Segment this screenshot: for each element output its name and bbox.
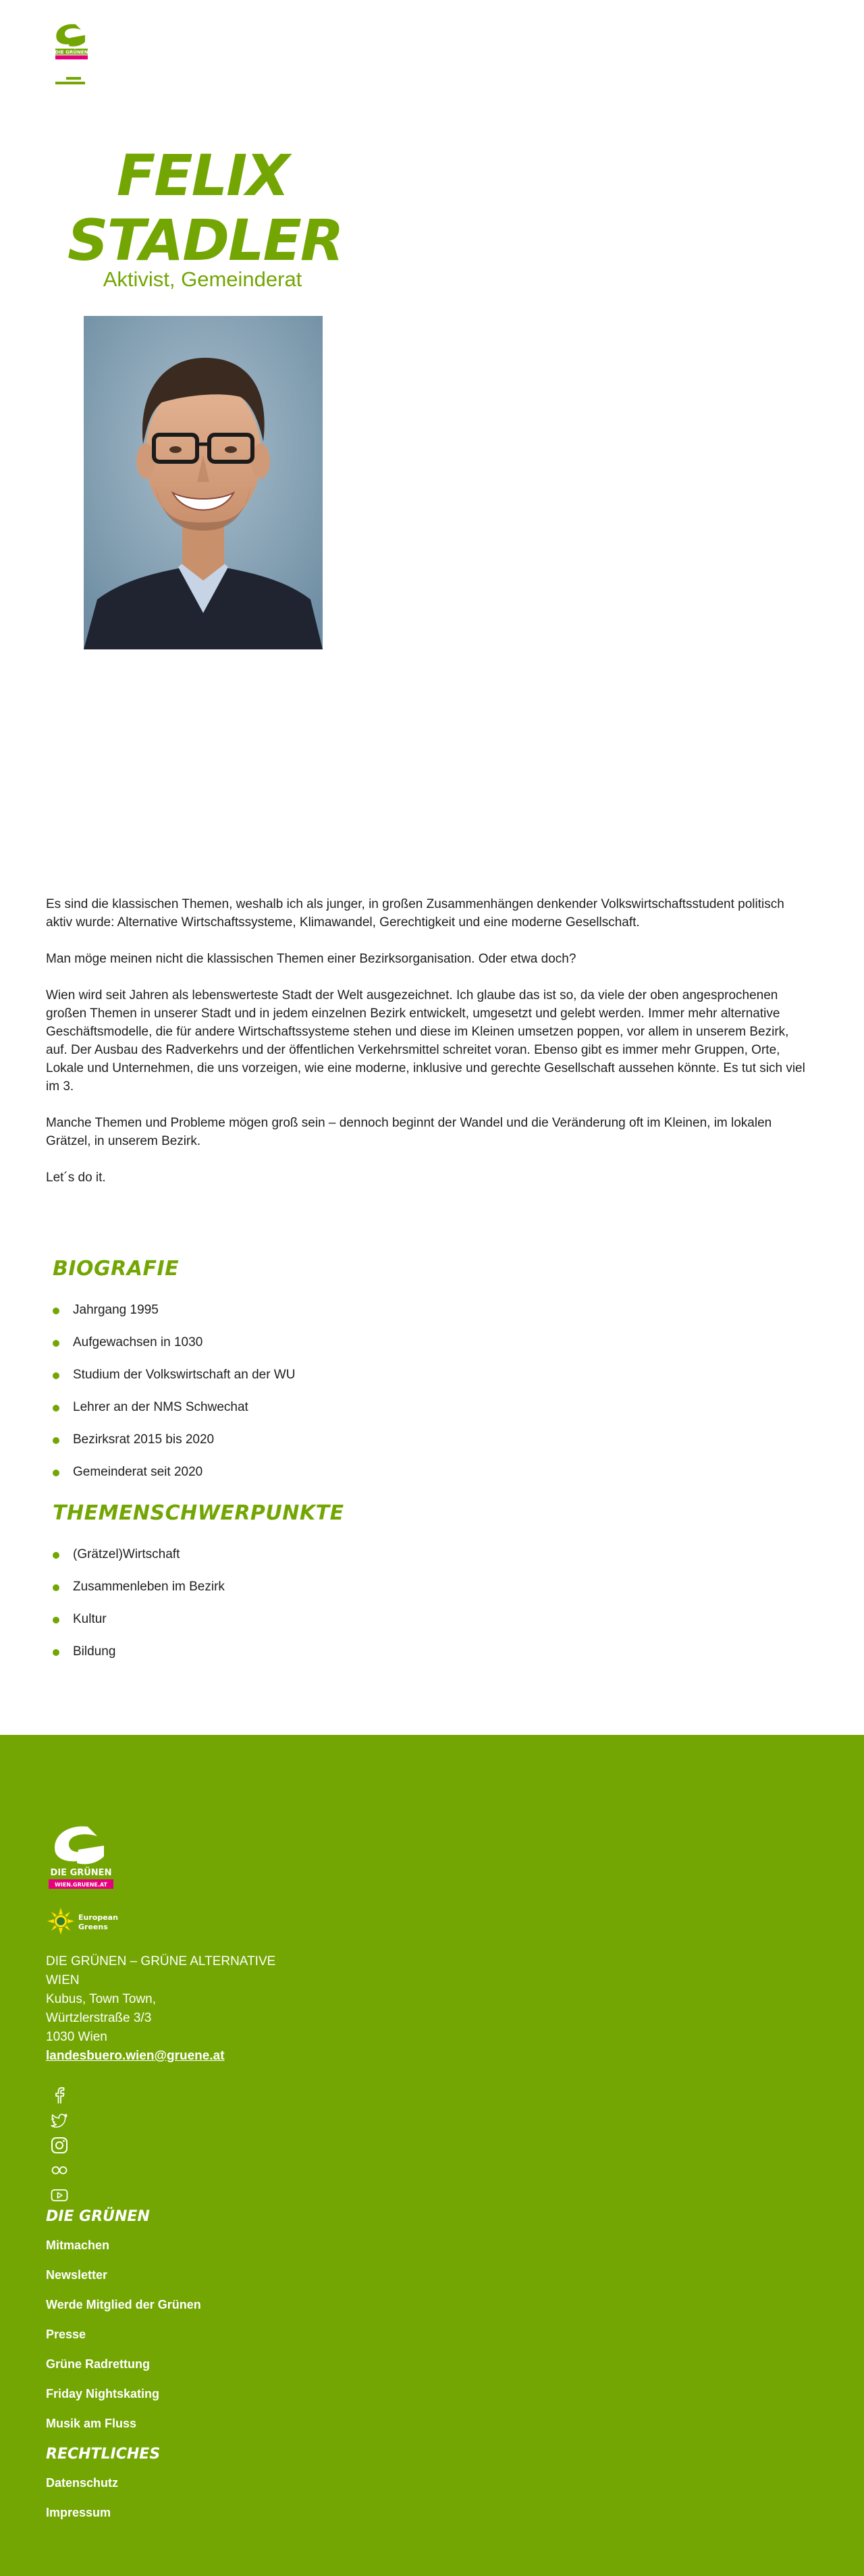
intro-paragraph: Let´s do it. [46, 1171, 106, 1185]
eg-line1: European [78, 1913, 118, 1922]
list-item-text: Bezirksrat 2015 bis 2020 [73, 1432, 215, 1447]
list-item-text: Bildung [73, 1644, 116, 1659]
list-item [53, 1398, 295, 1430]
hamburger-menu-icon[interactable] [55, 76, 85, 88]
footer-link-impressum[interactable]: Impressum [46, 2506, 111, 2519]
portrait-image [84, 316, 323, 649]
bullet-icon [53, 1584, 59, 1591]
bullet-icon [53, 1372, 59, 1379]
european-greens-logo[interactable] [46, 1905, 120, 1937]
candidate-first-name: FELIX [116, 142, 289, 209]
bullet-icon [53, 1308, 59, 1314]
candidate-role: Aktivist, Gemeinderat [103, 267, 302, 291]
intro-paragraph: Manche Themen und Probleme mögen groß sein – dennoch beginnt der Wandel und die Veränderung oft im Kleinen, im lokalen Grätzel, in unserem Bezirk. [46, 1116, 772, 1148]
social-links [50, 2086, 69, 2211]
menu-bar [66, 77, 81, 80]
die-gruenen-logo-icon [46, 1823, 116, 1891]
die-gruenen-logo-icon [51, 22, 92, 63]
bullet-icon [53, 1437, 59, 1444]
address-line: 1030 Wien [46, 2030, 107, 2044]
list-item-text: Gemeinderat seit 2020 [73, 1465, 203, 1479]
list-item-text: Studium der Volkswirtschaft an der WU [73, 1368, 296, 1382]
intro-paragraph: Wien wird seit Jahren als lebenswerteste Stadt der Welt ausgezeichnet. Ich glaube das ist so, da viele der oben angesprochenen großen Themen in unserer Stadt und in jedem einzelnen Bezirk entwickelt, umgesetzt und gelebt werden. Immer mehr alternative Geschäftsmodelle, die für andere Wirtschaftssysteme stehen und diese im Kleinen umsetzen poppen, vor allem in unserem Bezirk, auf. Der Ausbau des Radverkehrs und der öffentlichen Verkehrsmittel schreitet voran. Ebenso gibt es immer mehr Gruppen, Orte, Lokale und Unternehmen, die uns vorzeigen, wie eine moderne, inklusive und gerechte Gesellschaft aussehen könnte. Es tut sich viel im 3. [46, 988, 805, 1094]
footer-link-nightskating[interactable]: Friday Nightskating [46, 2387, 160, 2400]
site-logo[interactable] [51, 22, 92, 63]
candidate-last-name: STADLER [68, 207, 343, 273]
bullet-icon [53, 1649, 59, 1656]
intro-text [46, 895, 813, 1205]
list-item [53, 1463, 295, 1495]
address-line: WIEN [46, 1973, 80, 1987]
footer-links-die-gruenen [46, 2236, 201, 2444]
twitter-icon[interactable] [50, 2111, 69, 2130]
list-item [53, 1301, 295, 1333]
footer-logo-url: WIEN.GRUENE.AT [55, 1881, 107, 1888]
list-item-text: Aufgewachsen in 1030 [73, 1335, 203, 1349]
footer-heading-die-gruenen: DIE GRÜNEN [46, 2208, 150, 2225]
footer-link-musik-am-fluss[interactable]: Musik am Fluss [46, 2417, 137, 2430]
bullet-icon [53, 1552, 59, 1559]
footer-link-newsletter[interactable]: Newsletter [46, 2268, 108, 2282]
list-item [53, 1610, 225, 1642]
footer-links-rechtliches [46, 2473, 118, 2533]
bullet-icon [53, 1405, 59, 1412]
footer-link-mitmachen[interactable]: Mitmachen [46, 2238, 110, 2252]
flickr-icon[interactable] [50, 2161, 69, 2180]
biografie-list [53, 1301, 295, 1495]
footer-link-presse[interactable]: Presse [46, 2328, 86, 2341]
candidate-portrait [84, 316, 323, 649]
list-item [53, 1366, 295, 1398]
youtube-icon[interactable] [50, 2186, 69, 2205]
footer-logo[interactable] [46, 1823, 116, 1891]
menu-bar [55, 82, 85, 84]
list-item-text: Zusammenleben im Bezirk [73, 1580, 225, 1594]
candidate-name [68, 142, 343, 273]
intro-paragraph: Man möge meinen nicht die klassischen Themen einer Bezirksorganisation. Oder etwa doch? [46, 952, 576, 966]
biografie-heading: BIOGRAFIE [53, 1257, 180, 1281]
address-line: Würtzlerstraße 3/3 [46, 2011, 152, 2025]
footer-address [46, 1952, 275, 2066]
list-item [53, 1333, 295, 1366]
address-line: DIE GRÜNEN – GRÜNE ALTERNATIVE [46, 1954, 276, 1968]
themenschwerpunkte-heading: THEMENSCHWERPUNKTE [53, 1501, 344, 1525]
instagram-icon[interactable] [50, 2136, 69, 2155]
list-item [53, 1578, 225, 1610]
list-item-text: (Grätzel)Wirtschaft [73, 1547, 180, 1561]
address-line: Kubus, Town Town, [46, 1992, 157, 2006]
footer-link-datenschutz[interactable]: Datenschutz [46, 2476, 119, 2490]
list-item-text: Lehrer an der NMS Schwechat [73, 1400, 248, 1414]
european-greens-icon [46, 1905, 120, 1937]
list-item [53, 1545, 225, 1578]
bullet-icon [53, 1617, 59, 1624]
bullet-icon [53, 1470, 59, 1476]
intro-paragraph: Es sind die klassischen Themen, weshalb ich als junger, in großen Zusammenhängen denkender Volkswirtschaftsstudent politisch aktiv wurde: Alternative Wirtschaftssysteme, Klimawandel, Gerechtigkeit und eine moderne Gesellschaft. [46, 897, 784, 930]
themenschwerpunkte-list [53, 1545, 225, 1675]
footer-heading-rechtliches: RECHTLICHES [46, 2446, 161, 2463]
footer-email-link[interactable]: landesbuero.wien@gruene.at [46, 2049, 225, 2063]
list-item-text: Jahrgang 1995 [73, 1303, 159, 1317]
logo-text: DIE GRÜNEN [55, 49, 88, 55]
list-item [53, 1642, 225, 1675]
list-item [53, 1430, 295, 1463]
eg-line2: Greens [78, 1923, 108, 1931]
footer-link-radrettung[interactable]: Grüne Radrettung [46, 2357, 151, 2371]
bullet-icon [53, 1340, 59, 1347]
list-item-text: Kultur [73, 1612, 107, 1626]
footer-link-mitglied[interactable]: Werde Mitglied der Grünen [46, 2298, 201, 2311]
footer-logo-text: DIE GRÜNEN [50, 1868, 112, 1878]
facebook-icon[interactable] [50, 2086, 69, 2105]
site-footer [0, 1735, 864, 2576]
